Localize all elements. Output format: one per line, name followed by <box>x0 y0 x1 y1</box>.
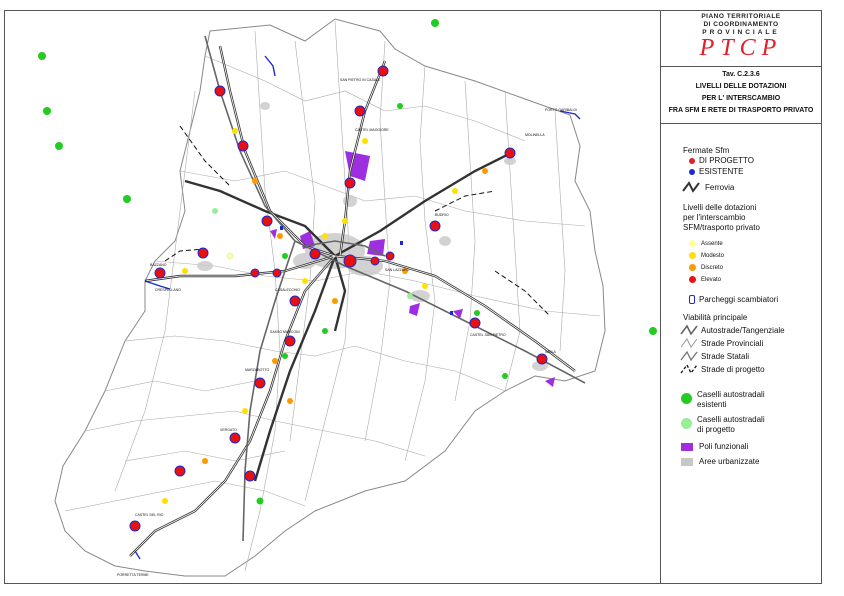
caselli-esistenti-label-2: esistenti <box>697 400 727 409</box>
caselli-progetto-label-2: di progetto <box>697 425 735 434</box>
divider-2 <box>661 123 821 124</box>
label-castel-maggiore: CASTEL MAGGIORE <box>355 128 389 132</box>
label-castel-del-rio: CASTEL DEL RIO <box>135 513 164 517</box>
caselli-esistenti-label-1: Caselli autostradali <box>697 390 765 399</box>
elevato-dot <box>689 276 696 283</box>
parcheggi-icon <box>689 295 695 304</box>
discreto-dot <box>689 264 696 271</box>
progetto-strade-label: Strade di progetto <box>701 365 765 374</box>
label-porto-garibaldi: PORTO GARIBALDI <box>545 108 577 112</box>
title-line-1: LIVELLI DELLE DOTAZIONI <box>695 83 787 90</box>
label-san-lazzaro: SAN LAZZARO <box>385 268 410 272</box>
territory-map[interactable] <box>5 11 659 583</box>
caselli-progetto-label-1: Caselli autostradali <box>697 415 765 424</box>
provinciali-label: Strade Provinciali <box>701 339 764 348</box>
caselli-esistenti-dot <box>681 393 692 404</box>
assente-dot <box>689 240 696 247</box>
logo-line-1: PIANO TERRITORIALE <box>701 13 781 20</box>
logo-line-3: PROVINCIALE <box>702 29 780 36</box>
label-porretta: PORRETTA TERME <box>117 573 149 577</box>
aree-swatch <box>681 458 693 466</box>
label-budrio: BUDRIO <box>435 213 449 217</box>
tav-code: Tav. C.2.3.6 <box>722 71 760 78</box>
label-molinella: MOLINELLA <box>525 133 545 137</box>
progetto-dot <box>689 158 695 164</box>
progetto-label: DI PROGETTO <box>699 156 754 165</box>
poli-swatch <box>681 443 693 451</box>
elevato-label: Elevato <box>701 277 722 283</box>
caselli-progetto-dot <box>681 418 692 429</box>
province-boundary <box>55 19 605 576</box>
logo-line-2: DI COORDINAMENTO <box>703 21 779 28</box>
livelli-title-1: Livelli delle dotazioni <box>683 203 757 212</box>
legend-panel <box>660 11 821 583</box>
modesto-dot <box>689 252 696 259</box>
label-castel-san-pietro: CASTEL SAN PIETRO <box>470 333 506 337</box>
statali-label: Strade Statali <box>701 352 750 361</box>
livelli-title-3: SFM/trasporto privato <box>683 223 760 232</box>
modesto-label: Modesto <box>701 253 725 259</box>
title-line-2: PER L' INTERSCAMBIO <box>701 95 781 102</box>
label-bazzano: BAZZANO <box>150 263 167 267</box>
label-san-pietro-casale: SAN PIETRO IN CASALE <box>340 78 381 82</box>
assente-label: Assente <box>701 241 723 247</box>
livelli-title-2: per l'interscambio <box>683 213 746 222</box>
label-crespellano: CRESPELLANO <box>155 288 181 292</box>
viabilita-title: Viabilità principale <box>683 313 748 322</box>
esistente-dot <box>689 169 695 175</box>
discreto-label: Discreto <box>701 265 724 271</box>
fermate-title: Fermate Sfm <box>683 146 730 155</box>
poli-label: Poli funzionali <box>699 442 749 451</box>
ferrovia-icon <box>681 181 701 193</box>
progetto-strade-icon <box>679 363 699 375</box>
label-sasso-marconi: SASSO MARCONI <box>270 330 300 334</box>
parcheggi-label: Parcheggi scambiatori <box>699 295 779 304</box>
provinciali-icon <box>679 337 699 349</box>
divider-1 <box>661 66 821 67</box>
label-casalecchio: CASALECCHIO <box>275 288 301 292</box>
autostrade-label: Autostrade/Tangenziale <box>701 326 785 335</box>
ferrovia-label: Ferrovia <box>705 183 735 192</box>
label-imola: IMOLA <box>545 350 556 354</box>
title-line-3: FRA SFM E RETE DI TRASPORTO PRIVATO <box>668 107 814 114</box>
label-vergato: VERGATO <box>220 428 237 432</box>
label-marzabotto: MARZABOTTO <box>245 368 270 372</box>
aree-label: Aree urbanizzate <box>699 457 760 466</box>
autostrade-icon <box>679 324 699 336</box>
ptcp-logo: PTCP <box>699 35 783 61</box>
esistente-label: ESISTENTE <box>699 167 744 176</box>
statali-icon <box>679 350 699 362</box>
